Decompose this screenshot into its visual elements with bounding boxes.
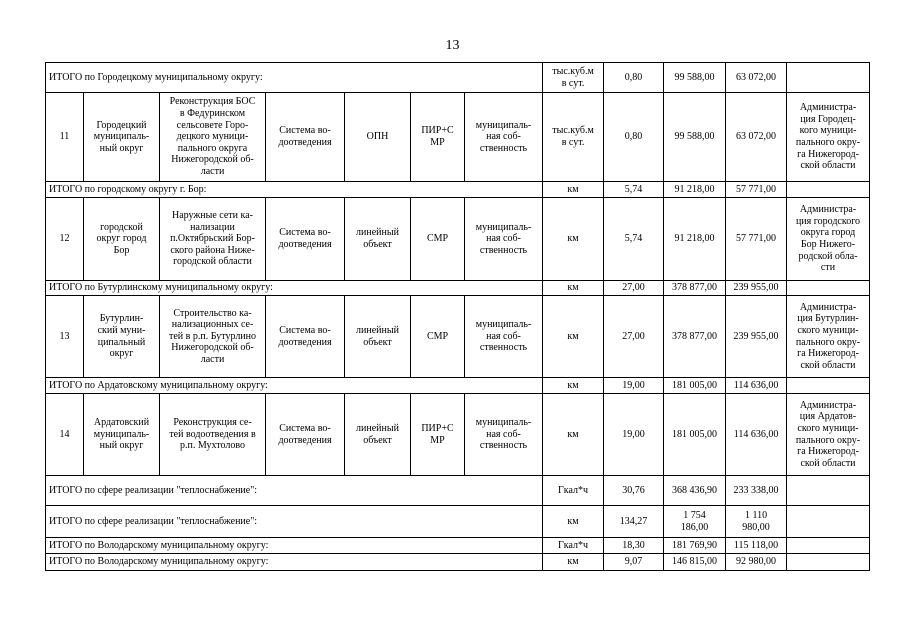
total-row <box>46 182 870 198</box>
total-row-label: ИТОГО по Ардатовскому муниципальному округу: <box>46 378 543 394</box>
capacity-cell: 5,74 <box>604 198 664 281</box>
unit-cell: км <box>543 198 604 281</box>
cost-budget-cell: 63 072,00 <box>726 63 787 93</box>
capacity-cell: 27,00 <box>604 281 664 296</box>
capacity-cell: 5,74 <box>604 182 664 198</box>
item-number: 12 <box>46 198 84 281</box>
empty-cell <box>787 378 870 394</box>
municipality-cell: городской округ город Бор <box>84 198 160 281</box>
municipality-cell: Ардатовский муниципаль- ный округ <box>84 394 160 476</box>
cost-total-cell: 181 005,00 <box>664 394 726 476</box>
project-name-cell: Реконструкция БОС в Федуринском сельсовете Горо- децкого муници- пального округа Нижегородской об- ласти <box>160 93 266 182</box>
item-row <box>46 93 870 182</box>
empty-cell <box>787 182 870 198</box>
unit-cell: км <box>543 394 604 476</box>
capacity-cell: 30,76 <box>604 476 664 506</box>
item-number: 13 <box>46 296 84 378</box>
capacity-cell: 27,00 <box>604 296 664 378</box>
object-type-cell: ОПН <box>345 93 411 182</box>
cost-total-cell: 99 588,00 <box>664 63 726 93</box>
object-type-cell: линейный объект <box>345 296 411 378</box>
work-type-cell: ПИР+С МР <box>411 93 465 182</box>
total-row <box>46 378 870 394</box>
total-row <box>46 554 870 571</box>
empty-cell <box>787 554 870 571</box>
empty-cell <box>787 506 870 538</box>
capacity-cell: 134,27 <box>604 506 664 538</box>
cost-budget-cell: 63 072,00 <box>726 93 787 182</box>
capacity-cell: 19,00 <box>604 394 664 476</box>
empty-cell <box>787 538 870 554</box>
total-row-label: ИТОГО по Городецкому муниципальному округу: <box>46 63 543 93</box>
unit-cell: Гкал*ч <box>543 476 604 506</box>
municipality-cell: Городецкий муниципаль- ный округ <box>84 93 160 182</box>
cost-total-cell: 368 436,90 <box>664 476 726 506</box>
work-type-cell: СМР <box>411 296 465 378</box>
cost-total-cell: 181 769,90 <box>664 538 726 554</box>
unit-cell: км <box>543 506 604 538</box>
system-cell: Система во- доотведения <box>266 93 345 182</box>
item-row <box>46 394 870 476</box>
total-row-label: ИТОГО по Бутурлинскому муниципальному округу: <box>46 281 543 296</box>
cost-budget-cell: 114 636,00 <box>726 378 787 394</box>
unit-cell: Гкал*ч <box>543 538 604 554</box>
total-row-label: ИТОГО по Володарскому муниципальному округу: <box>46 538 543 554</box>
project-name-cell: Реконструкция се- тей водоотведения в р.п. Мухтолово <box>160 394 266 476</box>
cost-budget-cell: 114 636,00 <box>726 394 787 476</box>
object-type-cell: линейный объект <box>345 198 411 281</box>
administrator-cell: Администра- ция Ардатов- ского муници- пального окру- га Нижегород- ской области <box>787 394 870 476</box>
project-name-cell: Строительство ка- нализационных се- тей в р.п. Бутурлино Нижегородской об- ласти <box>160 296 266 378</box>
ownership-cell: муниципаль- ная соб- ственность <box>465 394 543 476</box>
system-cell: Система во- доотведения <box>266 198 345 281</box>
capacity-cell: 18,30 <box>604 538 664 554</box>
cost-total-cell: 378 877,00 <box>664 296 726 378</box>
unit-cell: км <box>543 554 604 571</box>
total-row <box>46 63 870 93</box>
total-row <box>46 281 870 296</box>
total-row-label: ИТОГО по сфере реализации "теплоснабжение": <box>46 476 543 506</box>
system-cell: Система во- доотведения <box>266 296 345 378</box>
empty-cell <box>787 281 870 296</box>
unit-cell: тыс.куб.м в сут. <box>543 63 604 93</box>
administrator-cell: Администра- ция городского округа город Бор Нижего- родской обла- сти <box>787 198 870 281</box>
municipality-cell: Бутурлин- ский муни- ципальный округ <box>84 296 160 378</box>
cost-budget-cell: 115 118,00 <box>726 538 787 554</box>
ownership-cell: муниципаль- ная соб- ственность <box>465 93 543 182</box>
unit-cell: км <box>543 182 604 198</box>
total-row <box>46 476 870 506</box>
empty-cell <box>787 476 870 506</box>
work-type-cell: ПИР+С МР <box>411 394 465 476</box>
cost-budget-cell: 92 980,00 <box>726 554 787 571</box>
cost-budget-cell: 239 955,00 <box>726 281 787 296</box>
administrator-cell: Администра- ция Городец- кого муници- пального окру- га Нижегород- ской области <box>787 93 870 182</box>
capacity-cell: 19,00 <box>604 378 664 394</box>
cost-total-cell: 91 218,00 <box>664 182 726 198</box>
capacity-cell: 0,80 <box>604 93 664 182</box>
administrator-cell: Администра- ция Бутурлин- ского муници- пального окру- га Нижегород- ской области <box>787 296 870 378</box>
total-row-label: ИТОГО по сфере реализации "теплоснабжение": <box>46 506 543 538</box>
ownership-cell: муниципаль- ная соб- ственность <box>465 296 543 378</box>
capacity-cell: 0,80 <box>604 63 664 93</box>
cost-total-cell: 99 588,00 <box>664 93 726 182</box>
cost-budget-cell: 239 955,00 <box>726 296 787 378</box>
cost-budget-cell: 233 338,00 <box>726 476 787 506</box>
unit-cell: км <box>543 378 604 394</box>
cost-total-cell: 91 218,00 <box>664 198 726 281</box>
item-row <box>46 296 870 378</box>
cost-budget-cell: 1 110 980,00 <box>726 506 787 538</box>
total-row <box>46 538 870 554</box>
item-number: 14 <box>46 394 84 476</box>
cost-total-cell: 181 005,00 <box>664 378 726 394</box>
cost-total-cell: 146 815,00 <box>664 554 726 571</box>
unit-cell: км <box>543 281 604 296</box>
item-row <box>46 198 870 281</box>
total-row-label: ИТОГО по Володарскому муниципальному округу: <box>46 554 543 571</box>
total-row-label: ИТОГО по городскому округу г. Бор: <box>46 182 543 198</box>
cost-budget-cell: 57 771,00 <box>726 182 787 198</box>
cost-total-cell: 1 754 186,00 <box>664 506 726 538</box>
ownership-cell: муниципаль- ная соб- ственность <box>465 198 543 281</box>
unit-cell: тыс.куб.м в сут. <box>543 93 604 182</box>
item-number: 11 <box>46 93 84 182</box>
cost-total-cell: 378 877,00 <box>664 281 726 296</box>
total-row <box>46 506 870 538</box>
object-type-cell: линейный объект <box>345 394 411 476</box>
page-number: 13 <box>445 38 460 53</box>
projects-table <box>45 62 870 571</box>
cost-budget-cell: 57 771,00 <box>726 198 787 281</box>
work-type-cell: СМР <box>411 198 465 281</box>
project-name-cell: Наружные сети ка- нализации п.Октябрьский Бор- ского района Ниже- городской области <box>160 198 266 281</box>
system-cell: Система во- доотведения <box>266 394 345 476</box>
empty-cell <box>787 63 870 93</box>
unit-cell: км <box>543 296 604 378</box>
capacity-cell: 9,07 <box>604 554 664 571</box>
